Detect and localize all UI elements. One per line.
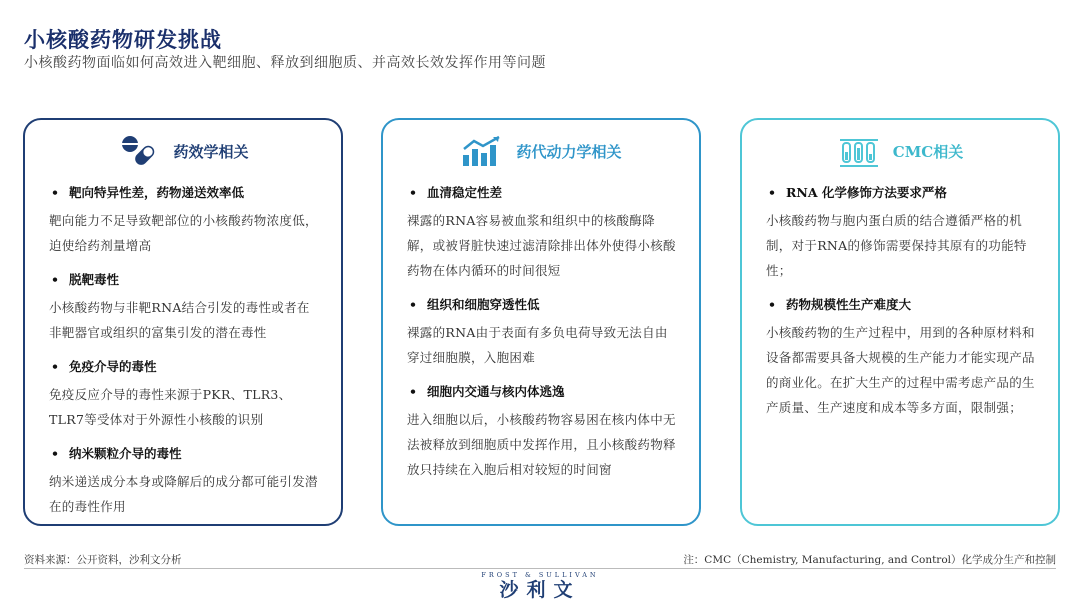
- card-label: CMC相关: [892, 142, 964, 161]
- item-text: 进入细胞以后，小核酸药物容易困在核内体中无法被释放到细胞质中发挥作用，且小核酸药物释放只持续在入胞后相对较短的时间窗: [407, 412, 676, 477]
- item-title: • 纳米颗粒介导的毒性: [49, 441, 321, 466]
- card-header: [383, 132, 699, 170]
- bar-chart-trend-icon: [460, 132, 504, 170]
- card-content: [407, 180, 679, 491]
- page-subtitle: 小核酸药物面临如何高效进入靶细胞、释放到细胞质、并高效长效发挥作用等问题: [24, 55, 546, 71]
- item-title: • 药物规模性生产难度大: [766, 292, 1038, 317]
- item-text: 小核酸药物与胞内蛋白质的结合遵循严格的机制，对于RNA的修饰需要保持其原有的功能特性；: [766, 213, 1027, 278]
- footnote: 注：CMC（Chemistry, Manufacturing, and Control）化学成分生产和控制: [683, 554, 1056, 566]
- logo-subtext: FROST & SULLIVAN: [481, 571, 599, 579]
- logo: [0, 571, 1080, 601]
- item-title: • 脱靶毒性: [49, 267, 321, 292]
- card-pharmacokinetics: [381, 118, 701, 526]
- card-cmc: [740, 118, 1060, 526]
- card-label: 药代动力学相关: [516, 142, 622, 161]
- card-content: [766, 180, 1038, 429]
- card-header: [25, 132, 341, 170]
- item-text: 裸露的RNA容易被血浆和组织中的核酸酶降解，或被肾脏快速过滤清除排出体外使得小核酸药物在体内循环的时间很短: [407, 213, 676, 278]
- page-title: 小核酸药物研发挑战: [24, 27, 222, 52]
- item-title: • 组织和细胞穿透性低: [407, 292, 679, 317]
- footer-divider: [24, 568, 1056, 569]
- pill-capsule-icon: [117, 132, 161, 170]
- item-title: • 免疫介导的毒性: [49, 354, 321, 379]
- card-content: [49, 180, 321, 528]
- card-label: 药效学相关: [173, 142, 249, 161]
- logo-text: 沙利文: [499, 579, 581, 601]
- item-title: • RNA 化学修饰方法要求严格: [766, 180, 1038, 205]
- item-text: 裸露的RNA由于表面有多负电荷导致无法自由穿过细胞膜，入胞困难: [407, 325, 668, 365]
- item-title: • 靶向特异性差，药物递送效率低: [49, 180, 321, 205]
- item-title: • 血清稳定性差: [407, 180, 679, 205]
- item-text: 靶向能力不足导致靶部位的小核酸药物浓度低，迫使给药剂量增高: [49, 213, 318, 253]
- source-note: 资料来源：公开资料，沙利文分析: [24, 554, 182, 566]
- lab-tubes-icon: [837, 132, 881, 170]
- item-text: 免疫反应介导的毒性来源于PKR、TLR3、TLR7等受体对于外源性小核酸的识别: [49, 387, 292, 427]
- item-title: • 细胞内交通与核内体逃逸: [407, 379, 679, 404]
- card-pharmacodynamics: [23, 118, 343, 526]
- item-text: 小核酸药物与非靶RNA结合引发的毒性或者在非靶器官或组织的富集引发的潜在毒性: [49, 300, 310, 340]
- item-text: 小核酸药物的生产过程中，用到的各种原材料和设备都需要具备大规模的生产能力才能实现产品的商业化。在扩大生产的过程中需考虑产品的生产质量、生产速度和成本等多方面，限制强；: [766, 325, 1035, 415]
- card-header: [742, 132, 1058, 170]
- item-text: 纳米递送成分本身或降解后的成分都可能引发潜在的毒性作用: [49, 474, 318, 514]
